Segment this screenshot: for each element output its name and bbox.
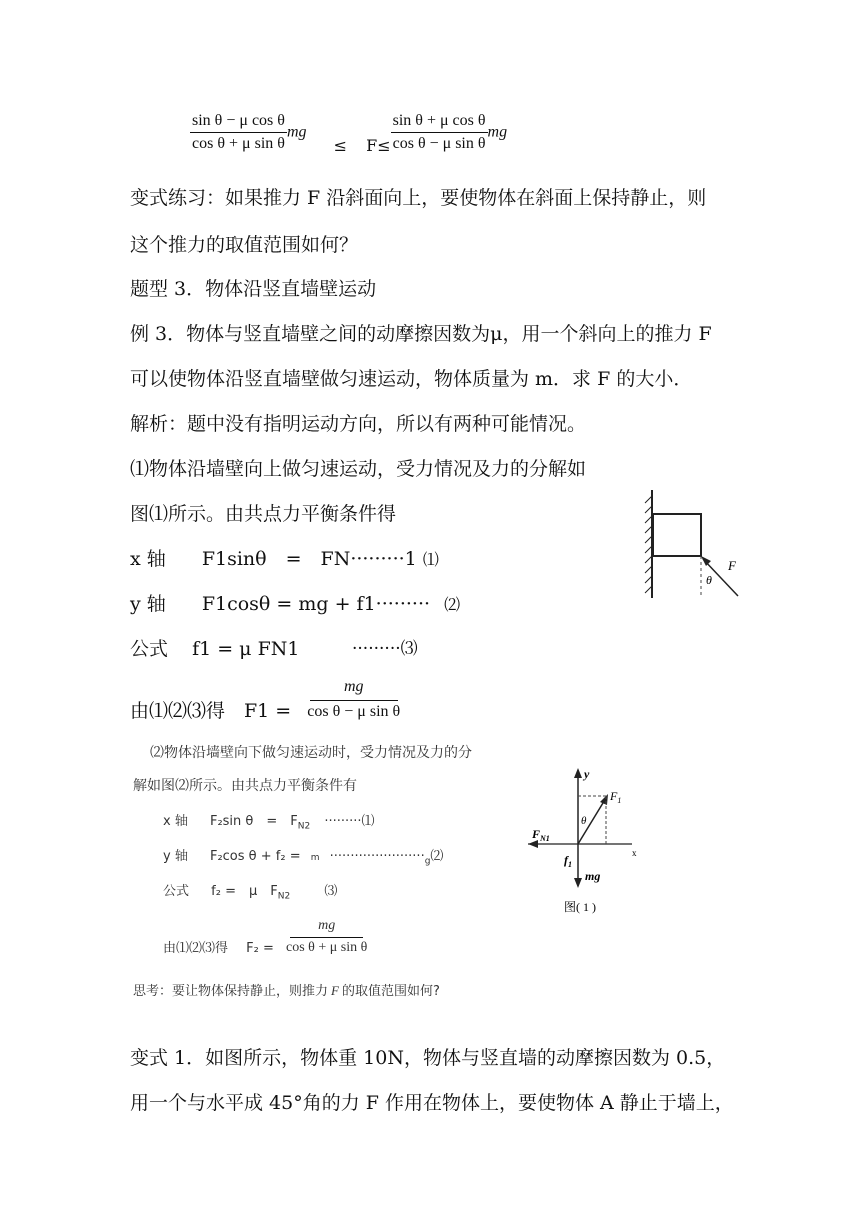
scan-x-expr: F₂sin θ = F xyxy=(209,814,298,829)
scan-result-numerator: mg xyxy=(290,918,363,938)
right-tail: mg xyxy=(487,123,508,141)
variant-practice-line-1: 变式练习：如果推力 F 沿斜面向上，要使物体在斜面上保持静止，则 xyxy=(130,187,707,209)
scan-result-fraction xyxy=(284,918,369,956)
normal-force-letter: F xyxy=(532,827,541,841)
example3-line-2: 可以使物体沿竖直墙壁做匀速运动，物体质量为 m．求 F 的大小． xyxy=(130,368,693,390)
wall-hatching xyxy=(645,490,652,598)
f-less-equal: F≤ xyxy=(366,136,391,155)
weight-label: mg xyxy=(585,869,601,883)
scan-y-expr: F₂cos θ + f₂ = xyxy=(209,849,301,864)
friction-letter: f xyxy=(564,853,568,867)
equation-y-expr: F1cosθ = mg + f1········· xyxy=(201,593,431,615)
equation-formula-dots: ·········⑶ xyxy=(352,639,418,659)
left-numerator: sin θ − μ cos θ xyxy=(190,112,287,133)
equation-formula xyxy=(130,634,299,661)
scan-equation-y xyxy=(163,845,443,867)
case1-line-1: ⑴物体沿墙壁向上做匀速运动，受力情况及力的分解如 xyxy=(130,458,587,480)
variant1-line-2: 用一个与水平成 45°角的力 F 作用在物体上，要使物体 A 静止于墙上， xyxy=(130,1092,734,1114)
equation-y-number: ⑵ xyxy=(444,595,461,614)
force-vector-sub: 1 xyxy=(617,796,622,805)
angle-label: θ xyxy=(706,573,712,587)
variant1-line-1: 变式 1．如图所示，物体重 10N，物体与竖直墙的动摩擦因数为 0.5， xyxy=(130,1047,726,1069)
result1-denominator: cos θ − μ sin θ xyxy=(307,703,401,720)
variant-practice-line-2: 这个推力的取值范围如何？ xyxy=(130,234,359,256)
scan-f-sub: N2 xyxy=(277,891,291,902)
left-fraction xyxy=(190,112,287,153)
case1-line-2: 图⑴所示。由共点力平衡条件得 xyxy=(130,503,397,525)
scan-think-f: F xyxy=(331,983,339,998)
scan-x-sub: N2 xyxy=(297,821,311,832)
scan-result-lhs: F₂ = xyxy=(246,940,274,956)
scan-f-number: ⑶ xyxy=(324,884,338,899)
scan-x-dots: ·········⑴ xyxy=(324,814,375,829)
scan-equation-x xyxy=(163,810,375,832)
equation-y xyxy=(130,589,460,616)
scan-y-axis: y 轴 xyxy=(163,849,188,864)
example3-line-1: 例 3．物体与竖直墙壁之间的动摩擦因数为μ，用一个斜向上的推力 F xyxy=(130,323,712,345)
scan-f-expr: f₂ = μ F xyxy=(211,884,278,899)
scan-y-m: m xyxy=(310,853,320,863)
normal-force-arrowhead xyxy=(528,840,538,848)
right-fraction xyxy=(391,112,488,153)
scan-equation-f xyxy=(163,880,337,902)
scan-think-line xyxy=(133,980,440,999)
case2-line-1: ⑵物体沿墙壁向下做匀速运动时，受力情况及力的分 xyxy=(150,745,472,761)
scan-result-prefix: 由⑴⑵⑶得 xyxy=(163,940,229,956)
block xyxy=(653,514,701,556)
less-equal-sign: ≤ xyxy=(333,136,347,155)
equation-x-expr: F1sinθ = FN·········1 xyxy=(201,548,417,570)
scan-y-number: ⑵ xyxy=(430,849,444,864)
normal-force-sub: N1 xyxy=(540,834,550,843)
scan-result-denominator: cos θ + μ sin θ xyxy=(286,940,368,955)
figure-caption: 图( 1 ) xyxy=(564,900,596,914)
result1-prefix: 由⑴⑵⑶得 F1 = xyxy=(130,699,292,722)
figure-block-on-wall xyxy=(640,488,750,604)
result1 xyxy=(130,678,402,721)
y-axis-label: y xyxy=(584,767,590,781)
scan-y-dots: ······················· xyxy=(329,849,425,864)
equation-x-number: ⑴ xyxy=(422,550,439,569)
scan-f-label: 公式 xyxy=(163,884,190,899)
scan-x-axis: x 轴 xyxy=(163,814,188,829)
friction-sub: 1 xyxy=(568,860,572,869)
result1-fraction xyxy=(305,678,402,721)
y-axis-arrowhead xyxy=(574,768,582,778)
left-tail: mg xyxy=(286,123,307,141)
scan-result xyxy=(163,918,369,956)
right-numerator: sin θ + μ cos θ xyxy=(391,112,488,133)
equation-formula-label: 公式 xyxy=(130,638,169,660)
force-label: F xyxy=(728,558,736,573)
left-denominator: cos θ + μ sin θ xyxy=(192,135,285,152)
scan-y-g: g xyxy=(424,856,431,867)
right-denominator: cos θ − μ sin θ xyxy=(392,135,486,152)
equation-formula-expr: f1 = μ FN1 xyxy=(192,638,300,660)
theta-label: θ xyxy=(581,815,587,827)
equation-x xyxy=(130,544,439,571)
force-arrowhead xyxy=(701,556,711,566)
range-formula xyxy=(190,112,507,153)
equation-y-axis: y 轴 xyxy=(130,593,166,615)
x-axis-label: x xyxy=(632,848,637,858)
analysis-line: 解析：题中没有指明运动方向，所以有两种可能情况。 xyxy=(130,413,587,435)
scan-think-tail: 的取值范围如何? xyxy=(341,984,440,999)
figure-force-diagram xyxy=(528,764,648,920)
force-vector-letter: F xyxy=(610,789,618,803)
result1-numerator: mg xyxy=(310,678,398,701)
weight-arrowhead xyxy=(574,878,582,888)
case2-line-2: 解如图⑵所示。由共点力平衡条件有 xyxy=(133,778,357,794)
equation-x-axis: x 轴 xyxy=(130,548,166,570)
type3-heading: 题型 3．物体沿竖直墙壁运动 xyxy=(130,278,377,300)
friction-label xyxy=(564,853,572,869)
normal-force-label xyxy=(531,827,550,843)
scan-think-text: 思考：要让物体保持静止，则推力 xyxy=(133,984,329,999)
force-vector-label xyxy=(609,789,621,805)
